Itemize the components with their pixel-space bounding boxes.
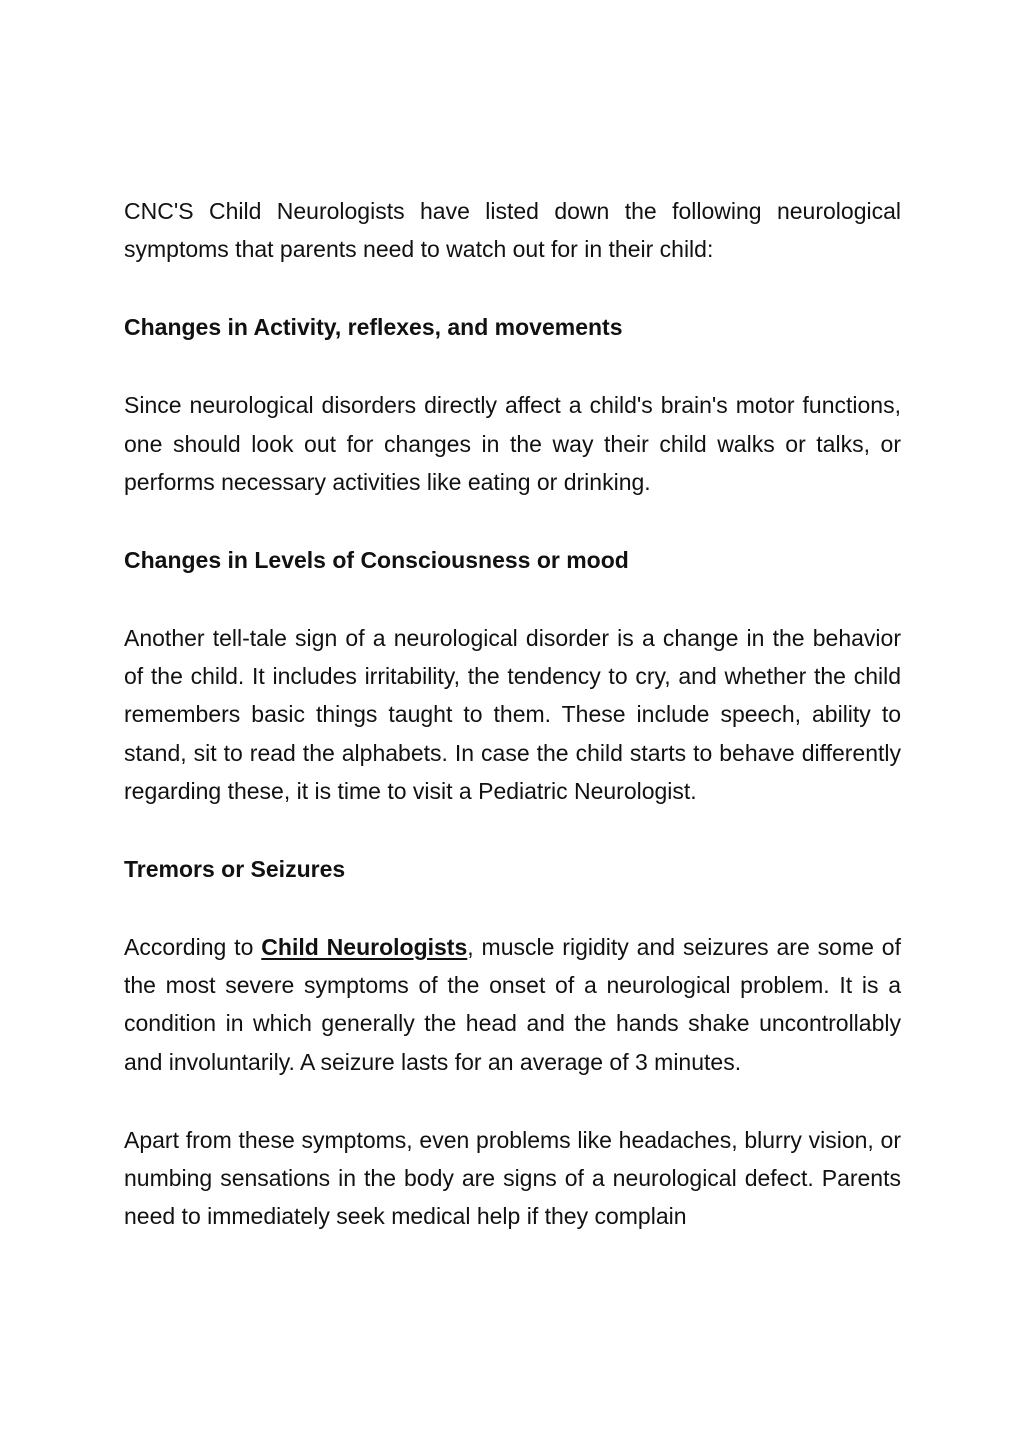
tremors-body-prefix: According to [124, 934, 262, 961]
section-body-activity: Since neurological disorders directly affect a child's brain's motor functions, one should look out for changes in the way their child walks or talks, or performs necessary activities like eating or drinking. [124, 392, 901, 495]
document-page [124, 192, 901, 1235]
spacer [124, 888, 901, 928]
spacer [124, 579, 901, 619]
child-neurologists-link[interactable]: Child Neurologists [261, 934, 468, 961]
section-heading-tremors: Tremors or Seizures [124, 856, 346, 883]
spacer [124, 1081, 901, 1121]
tremors-body-suffix: , muscle rigidity and seizures are some of the most severe symptoms of the onset of a neurological problem. It is a condition in which generally the head and the hands shake uncontrollably and involuntarily. A seizure lasts for an average of 3 minutes. [124, 934, 901, 1075]
section-body-tremors [124, 928, 901, 1081]
section-heading-activity: Changes in Activity, reflexes, and movements [124, 314, 623, 341]
section-body-consciousness: Another tell-tale sign of a neurological disorder is a change in the behavior of the child. It includes irritability, the tendency to cry, and whether the child remembers basic things taught to them. These include speech, ability to stand, sit to read the alphabets. In case the child starts to behave differently regarding these, it is time to visit a Pediatric Neurologist. [124, 625, 901, 804]
spacer [124, 501, 901, 541]
spacer [124, 810, 901, 850]
intro-paragraph: CNC'S Child Neurologists have listed down the following neurological symptoms that parents need to watch out for in their child: [124, 198, 901, 263]
spacer [124, 268, 901, 308]
closing-paragraph: Apart from these symptoms, even problems like headaches, blurry vision, or numbing sensations in the body are signs of a neurological defect. Parents need to immediately seek medical help if they complain [124, 1126, 901, 1230]
spacer [124, 346, 901, 386]
section-heading-consciousness: Changes in Levels of Consciousness or mood [124, 547, 629, 574]
